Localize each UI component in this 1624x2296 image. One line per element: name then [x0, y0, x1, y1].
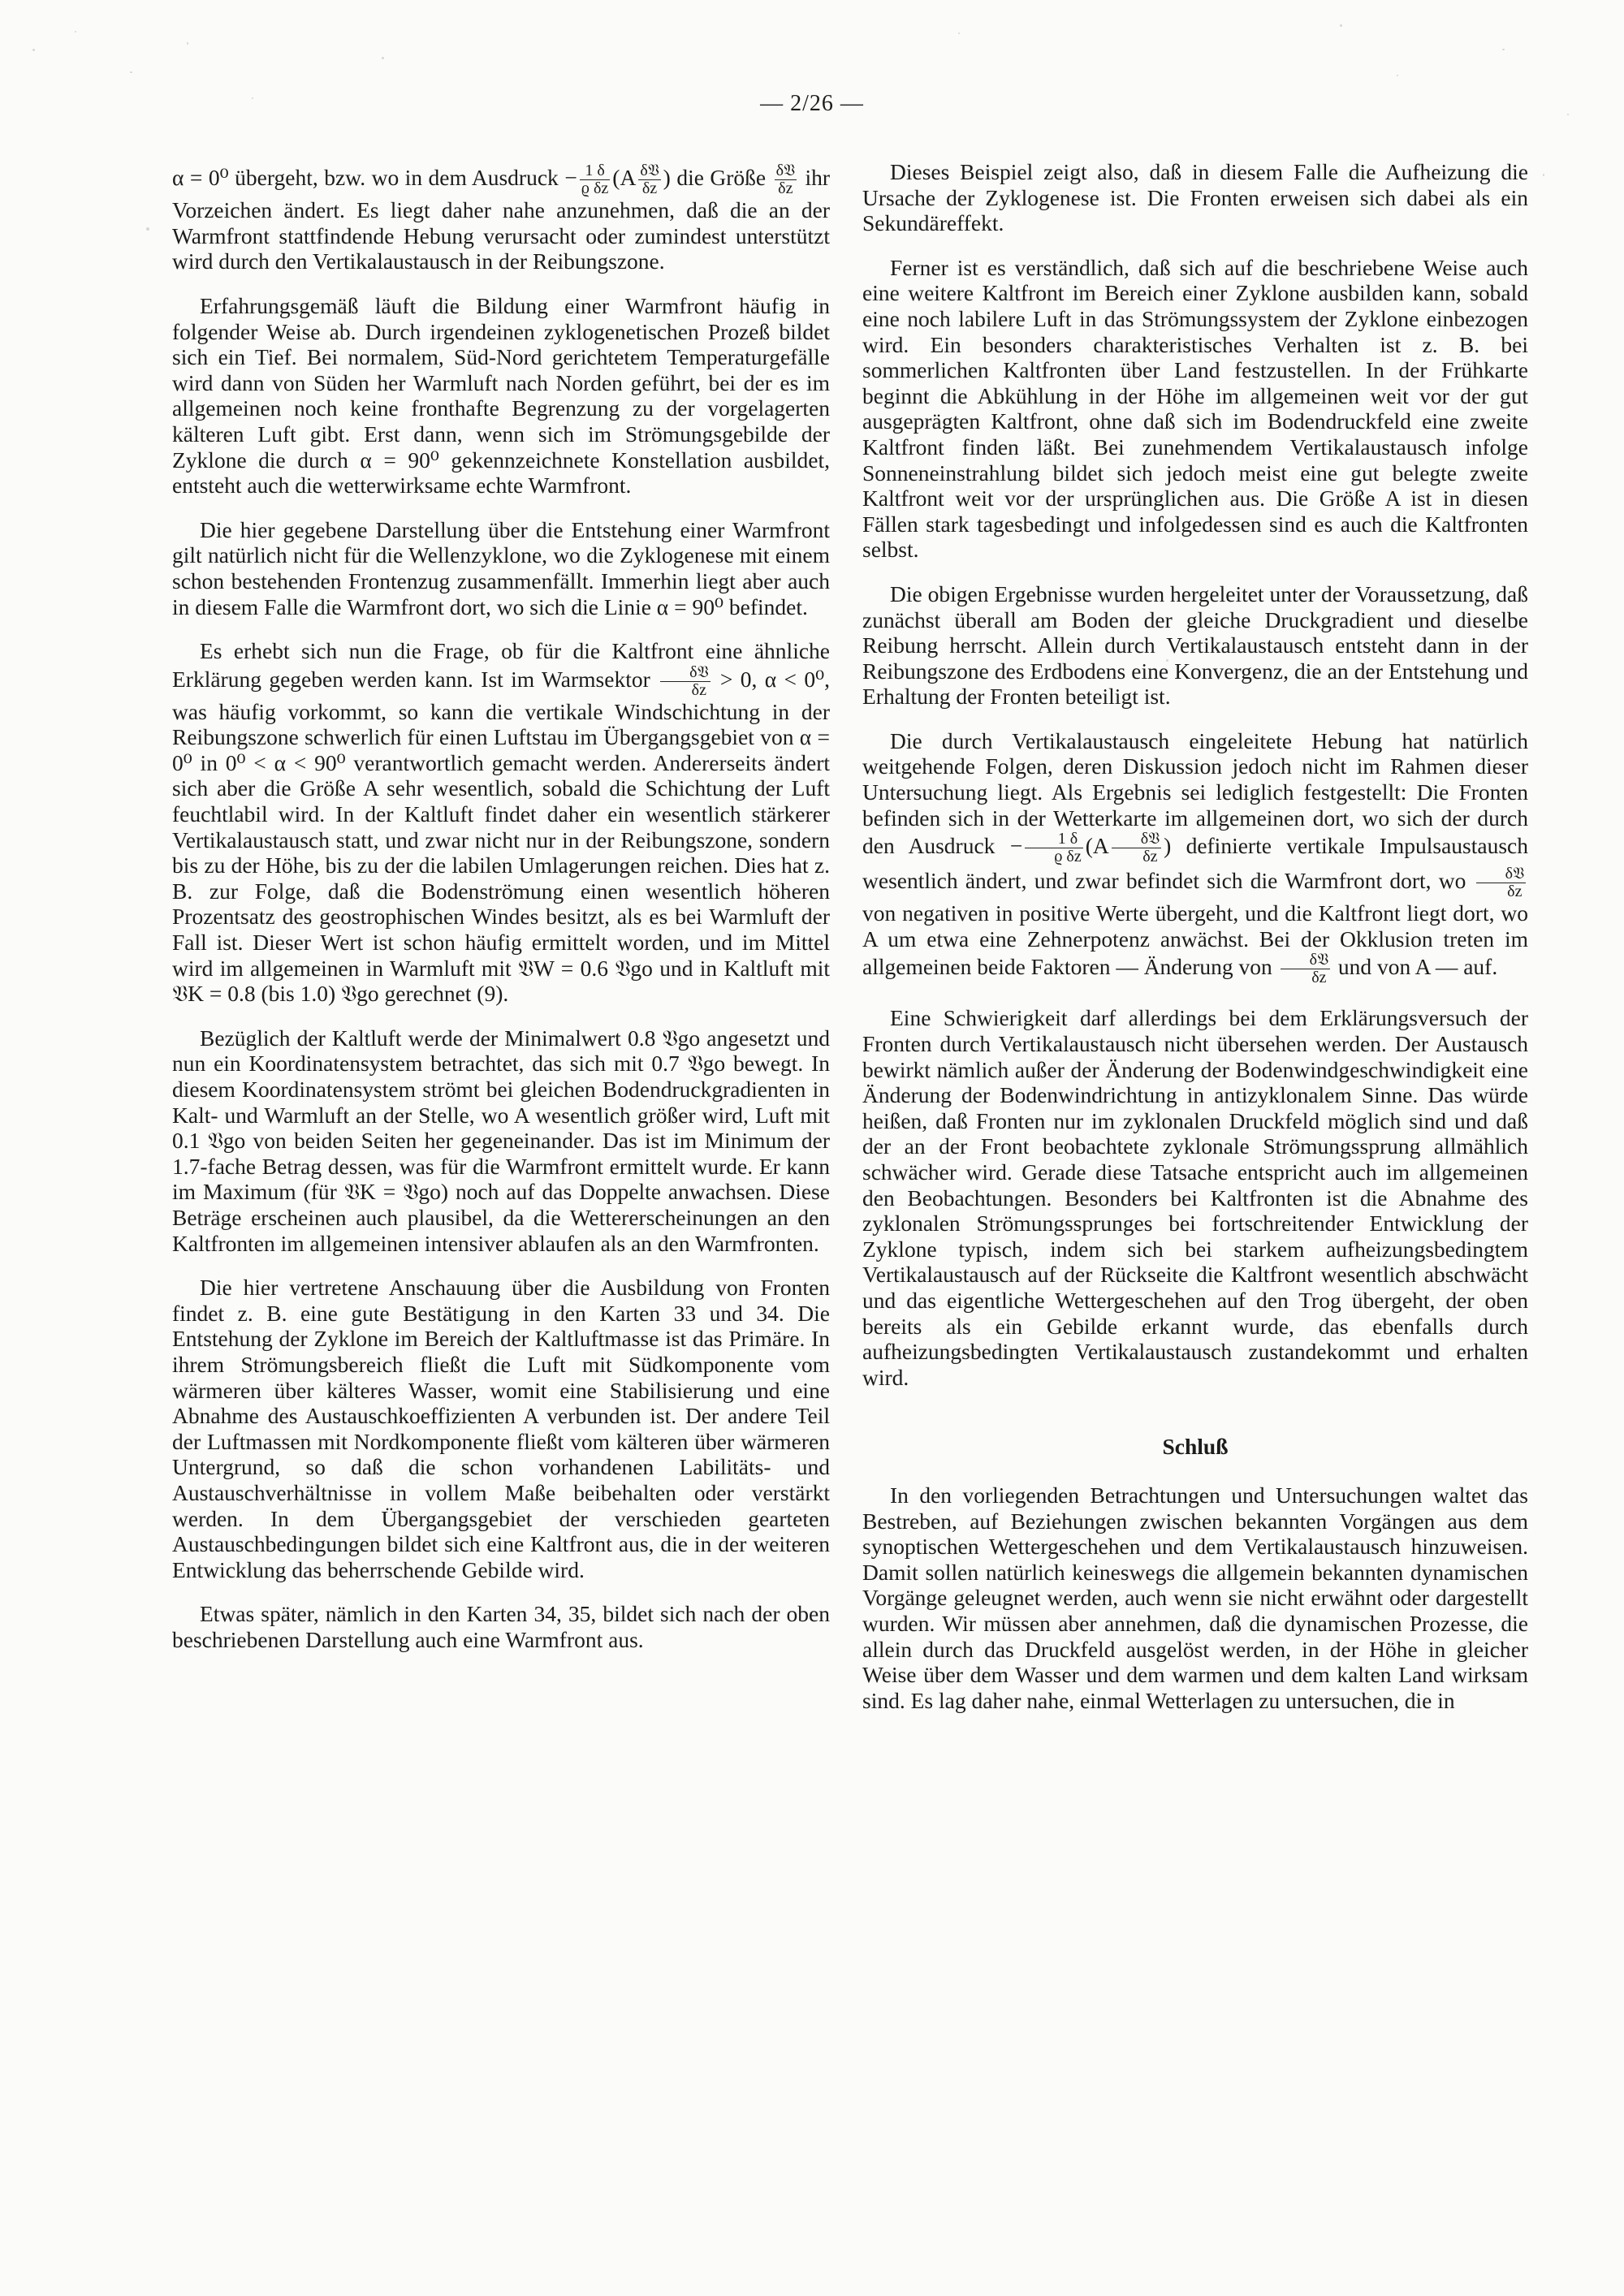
- text-run: α = 0⁰ übergeht, bzw. wo in dem Ausdruck: [172, 165, 559, 190]
- fraction: $\frac{\text{δ𝔙}}{\delta z}$: [775, 162, 795, 198]
- paragraph: [862, 728, 1528, 987]
- text-run: ihr Vorzeichen ändert. Es liegt daher nahe anzunehmen, daß die an der Warmfront stattfindende Hebung verursacht oder zumindest unterstützt wird durch den Vertikalaustausch in der Reibungszone.: [172, 165, 831, 274]
- paragraph: Die hier vertretene Anschauung über die Ausbildung von Fronten findet z. B. eine gute Bestätigung in den Karten 33 und 34. Die Entstehung der Zyklone im Bereich der Kaltluftmasse ist das Primäre. In ihrem Strömungsbereich fließt die Luft mit Südkomponente vom wärmeren über kälteres Wasser, womit eine Stabilisierung und eine Abnahme des Austauschkoeffizienten A verbunden ist. Der andere Teil der Luftmassen mit Nordkomponente fließt vom kälteren über wärmeren Untergrund, so daß die schon vorhandenen Labilitäts- und Austauschverhältnisse in vollem Maße beibehalten oder verstärkt werden. In dem Übergangsgebiet der verschieden gearteten Austauschbedingungen bildet sich eine Kaltfront aus, die in der weiteren Entwicklung das beherrschende Gebilde wird.: [172, 1275, 830, 1582]
- paragraph: Bezüglich der Kaltluft werde der Minimalwert 0.8 𝔙go angesetzt und nun ein Koordinatensystem betrachtet, das sich mit 0.7 𝔙go bewegt. In diesem Koordinatensystem strömt bei gleichen Bodendruckgradienten in Kalt- und Warmluft an der Stelle, wo A wesentlich größer wird, Luft mit 0.1 𝔙go von beiden Seiten her gegeneinander. Das ist im Minimum der 1.7-fache Betrag dessen, was für die Warmfront ermittelt wurde. Er kann im Maximum (für 𝔙K = 𝔙go) noch auf das Doppelte anwachsen. Diese Beträge erscheinen auch plausibel, da die Wettererscheinungen an den Kaltfronten im allgemeinen intensiver ablaufen als an den Warmfronten.: [172, 1025, 830, 1256]
- text-run: die Größe: [676, 165, 767, 190]
- expression: − $\frac{1 \delta}{\text{ϱ δz}}$ (A $\frac{\text{δ𝔙}}{\delta z}$ ): [1009, 830, 1172, 866]
- right-column: [862, 159, 1528, 1732]
- paragraph: Die obigen Ergebnisse wurden hergeleitet unter der Voraussetzung, daß zunächst überall am Boden der gleiche Druckgradient und dieselbe Reibung herrscht. Allein durch Vertikalaustausch entsteht dann in der Reibungszone des Erdbodens eine Konvergenz, die an der Entstehung und Erhaltung der Fronten beteiligt ist.: [862, 580, 1528, 710]
- left-column: [172, 159, 830, 1671]
- paragraph: Ferner ist es verständlich, daß sich auf die beschriebene Weise auch eine weitere Kaltfront im Bereich einer Zyklone ausbilden kann, sobald eine noch labilere Luft in das Strömungssystem der Zyklone einbezogen wird. Ein besonders charakteristisches Verhalten ist z. B. bei sommerlichen Kaltfronten über Land festzustellen. In der Frühkarte beginnt die Abkühlung in der Höhe im allgemeinen weit vor der gut ausgeprägten Kaltfront, ohne daß sich im Bodendruckfeld eine zweite Kaltfront finden läßt. Bei zunehmendem Vertikalaustausch infolge Sonneneinstrahlung bildet sich jedoch meist eine gut belegte zweite Kaltfront weit vor der ursprünglichen aus. Die Größe A ist in diesen Fällen stark tagesbedingt und infolgedessen sind es auch die Kaltfronten selbst.: [862, 254, 1528, 563]
- paragraph: Etwas später, nämlich in den Karten 34, 35, bildet sich nach der oben beschriebenen Darstellung auch eine Warmfront aus.: [172, 1601, 830, 1652]
- expression: − $\frac{1 \delta}{\text{ϱ δz}}$ (A $\frac{\text{δ𝔙}}{\delta z}$ ): [564, 162, 671, 198]
- paragraph: In den vorliegenden Betrachtungen und Untersuchungen waltet das Bestreben, auf Beziehungen zwischen bekannten Vorgängen aus dem synoptischen Wettergeschehen und dem Vertikalaustausch hinzuweisen. Damit sollen natürlich keineswegs die allgemein bekannten dynamischen Vorgänge geleugnet werden, auch wenn sie nicht erwähnt oder dargestellt wurden. Wir müssen aber annehmen, daß die dynamischen Prozesse, die allein durch das Druckfeld ausgelöst werden, in der Höhe in gleicher Weise über dem Wasser und dem warmen und dem kalten Land wirksam sind. Es lag daher nahe, einmal Wetterlagen zu untersuchen, die in: [862, 1482, 1528, 1713]
- fraction: $\frac{1 \delta}{\text{ϱ δz}}$: [581, 162, 609, 198]
- text-run: Es erhebt sich nun die Frage, ob für die Kaltfront eine ähnliche Erklärung gegeben werden kann. Ist im Warmsektor: [172, 638, 830, 692]
- paragraph: Erfahrungsgemäß läuft die Bildung einer Warmfront häufig in folgender Weise ab. Durch irgendeinen zyklogenetischen Prozeß bildet sich ein Tief. Bei normalem, Süd-Nord gerichtetem Temperaturgefälle wird dann von Süden her Warmluft nach Norden geführt, bei der es im allgemeinen noch keine fronthafte Begrenzung zu der vorgelagerten kälteren Luft gibt. Erst dann, wenn sich im Strömungsgebilde der Zyklone die durch α = 90⁰ gekennzeichnete Konstellation ausbildet, entsteht auch die wetterwirksame echte Warmfront.: [172, 292, 830, 498]
- text-run: und von A — auf.: [1337, 954, 1498, 980]
- text-run: > 0, α < 0⁰, was häufig vorkommt, so kann die vertikale Windschichtung in der Reibungszone schwerlich für einen Luftstau im Übergangsgebiet von α = 0⁰ in 0⁰ < α < 90⁰ verantwortlich gemacht werden. Andererseits ändert sich aber die Größe A sehr wesentlich, sobald die Schichtung der Luft feuchtlabil wird. In der Kaltluft findet daher ein wesentlich stärkerer Vertikalaustausch statt, und zwar nicht nur in der Reibungszone, sondern bis zu der Höhe, bis zu der die labilen Umlagerungen reichen. Dies hat z. B. zur Folge, daß die Bodenströmung einen wesentlich höheren Prozentsatz des geostrophischen Windes besitzt, als es bei Warmluft der Fall ist. Dieser Wert ist schon häufig ermittelt worden, und im Mittel wird im allgemeinen in Warmluft mit 𝔙W = 0.6 𝔙go und in Kaltluft mit 𝔙K = 0.8 (bis 1.0) 𝔙go gerechnet (9).: [172, 666, 831, 1007]
- fraction: $\frac{\text{δ𝔙}}{\delta z}$: [1281, 952, 1330, 986]
- paragraph: Die hier gegebene Darstellung über die Entstehung einer Warmfront gilt natürlich nicht für die Wellenzyklone, wo die Zyklogenese mit einem schon bestehenden Frontenzug zusammenfällt. Immerhin liegt aber auch in diesem Falle die Warmfront dort, wo sich die Linie α = 90⁰ befindet.: [172, 516, 830, 619]
- fraction: $\frac{\text{δ𝔙}}{\delta z}$: [660, 664, 710, 699]
- fraction: $\frac{\text{δ𝔙}}{\delta z}$: [1112, 831, 1161, 865]
- fraction: $\frac{1 \delta}{\text{ϱ δz}}$: [1025, 831, 1082, 865]
- paragraph: [172, 159, 830, 274]
- paragraph: [172, 638, 830, 1007]
- paragraph: Eine Schwierigkeit darf allerdings bei dem Erklärungsversuch der Fronten durch Vertikalaustausch nicht übersehen werden. Der Austausch bewirkt nämlich außer der Änderung der Bodenwindgeschwindigkeit eine Änderung der Bodenwindrichtung in antizyklonalem Sinne. Das würde heißen, daß Fronten nur im zyklonalen Druckfeld möglich sind und daß der an der Front beobachtete zyklonale Strömungssprung allmählich schwächer wird. Gerade diese Tatsache entspricht auch im allgemeinen den Beobachtungen. Besonders bei Kaltfronten ist die Abnahme des zyklonalen Strömungssprunges bei fortschreitender Entwicklung der Zyklone typisch, indem sich bei starkem aufheizungsbedingtem Vertikalaustausch auf der Rückseite die Kaltfront wesentlich abschwächt und das eigentliche Wettergeschehen auf den Trog übergeht, der oben bereits als ein Gebilde erkannt wurde, das ebenfalls durch aufheizungsbedingten Vertikalaustausch zustandekommt und erhalten wird.: [862, 1005, 1528, 1390]
- paragraph: Dieses Beispiel zeigt also, daß in diesem Falle die Aufheizung die Ursache der Zyklogenese ist. Die Fronten erweisen sich dabei als ein Sekundäreffekt.: [862, 159, 1528, 236]
- fraction: $\frac{\text{δ𝔙}}{\delta z}$: [640, 162, 659, 198]
- fraction: $\frac{\text{δ𝔙}}{\delta z}$: [1476, 865, 1526, 900]
- page-number: — 2/26 —: [760, 91, 864, 116]
- text-run: von negativen in positive Werte übergeht, und die Kaltfront liegt dort, wo A um etwa eine Zehnerpotenz anwächst. Bei der Okklusion treten im allgemeinen beide Faktoren — Änderung von: [862, 900, 1528, 980]
- text-run: Die durch Vertikalaustausch eingeleitete Hebung hat natürlich weitgehende Folgen, deren Diskussion jedoch nicht im Rahmen dieser Untersuchung liegt. Als Ergebnis sei lediglich festgestellt: Die Fronten befinden sich in der Wetterkarte im allgemeinen dort, wo sich der durch den Ausdruck: [862, 727, 1528, 859]
- text-run: definierte vertikale Impulsaustausch wesentlich ändert, und zwar befindet sich die Warmfront dort, wo: [862, 833, 1528, 894]
- section-heading: Schluß: [1162, 1434, 1229, 1460]
